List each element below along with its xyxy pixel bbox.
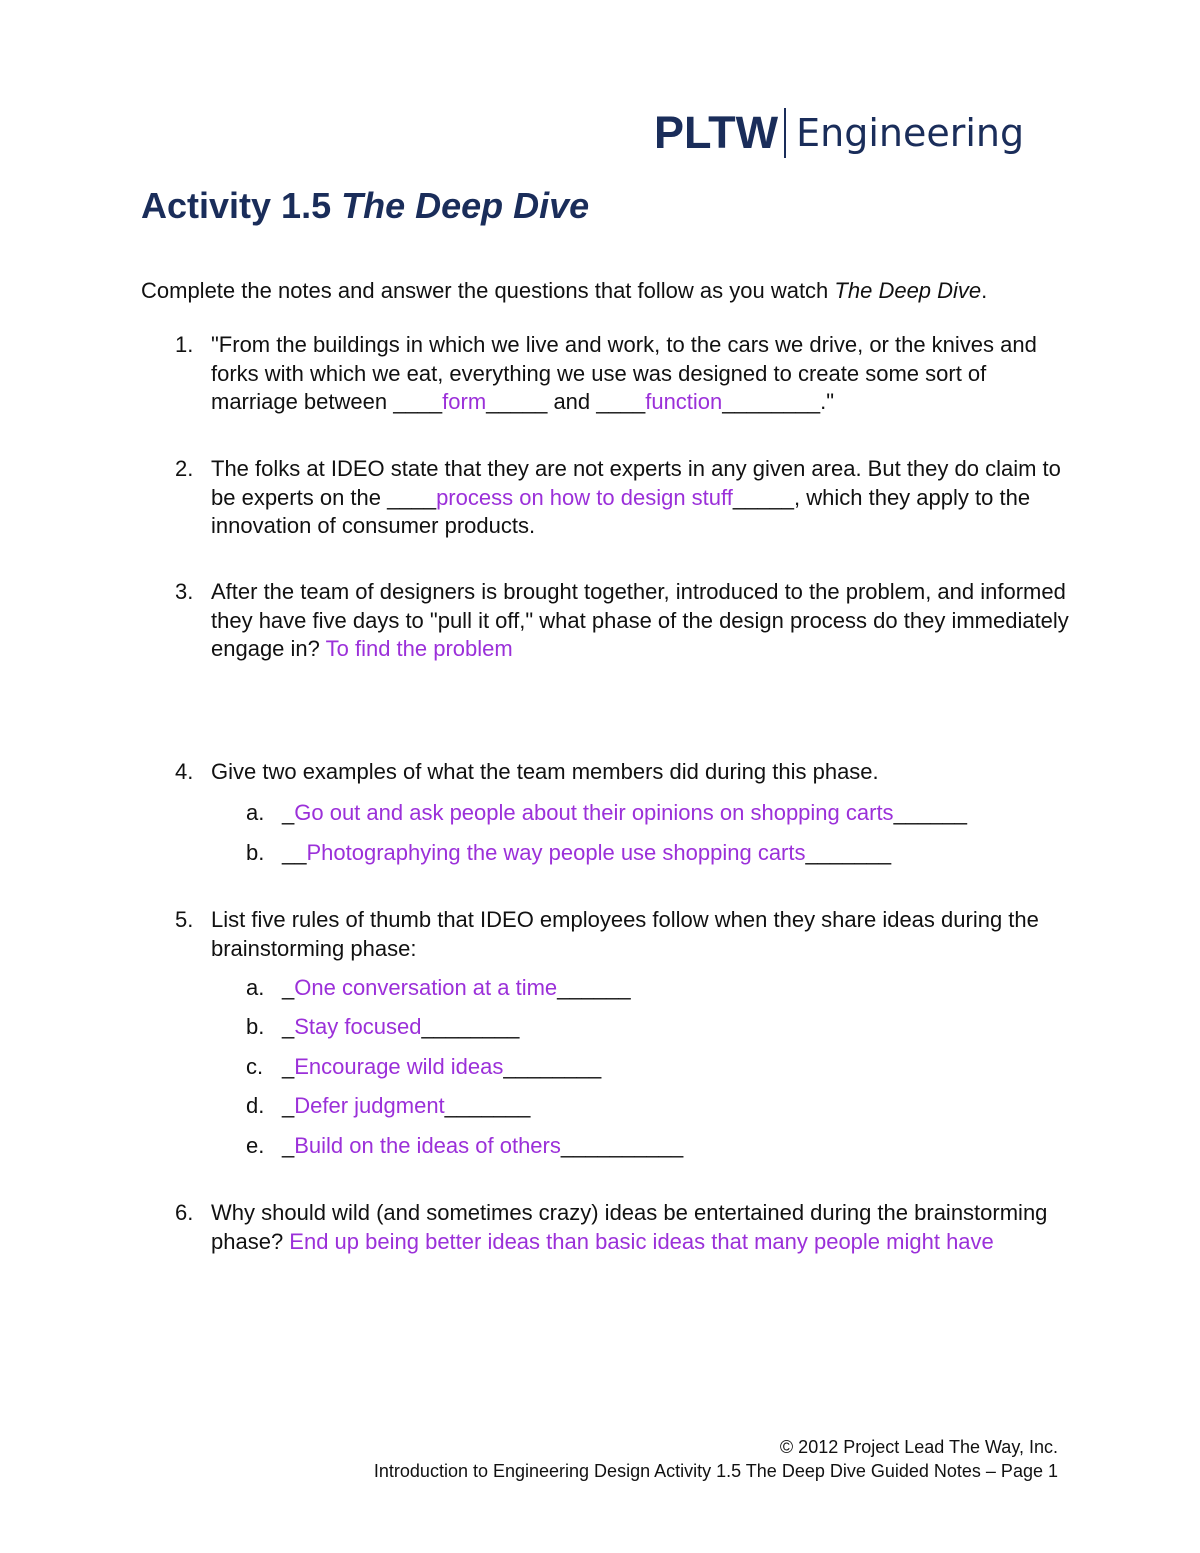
question-number: 2. xyxy=(175,456,194,481)
question-text: The folks at IDEO state that they are not experts in any given area. But they do claim to be experts on the ____ xyxy=(211,456,1061,510)
answer-text: Photographying the way people use shopping carts xyxy=(306,840,806,865)
item-letter: b. xyxy=(246,1014,265,1039)
answer-blank: _ xyxy=(282,1093,295,1118)
item-letter: b. xyxy=(246,840,265,865)
pltw-engineering-logo xyxy=(654,105,1024,161)
answer-blank: _ xyxy=(282,975,295,1000)
answer-blank: ________ xyxy=(421,1014,520,1039)
answer-item xyxy=(246,1013,519,1041)
answer-blank: ______ xyxy=(893,800,967,825)
question-number: 3. xyxy=(175,579,194,604)
answer-blank: ______ xyxy=(557,975,631,1000)
question-text: After the team of designers is brought together, introduced to the problem, and informed they have five days to "pull it off," what phase of the design process do they immediately engage in? xyxy=(211,579,1069,661)
answer-text: Defer judgment xyxy=(294,1093,445,1118)
answer-blank: _______ xyxy=(805,840,892,865)
question-text: ________." xyxy=(722,389,835,414)
answer-form: form xyxy=(442,389,487,414)
question-number: 5. xyxy=(175,907,194,932)
intro-end: . xyxy=(981,278,988,303)
question-3 xyxy=(141,578,1071,664)
question-body xyxy=(211,1199,1071,1256)
question-6 xyxy=(141,1199,1071,1256)
item-letter: e. xyxy=(246,1133,265,1158)
answer-item xyxy=(246,974,631,1002)
answer-blank: __________ xyxy=(560,1133,684,1158)
question-4 xyxy=(141,758,1071,787)
question-body xyxy=(211,455,1071,541)
question-body: List five rules of thumb that IDEO employees follow when they share ideas during the brainstorming phase: xyxy=(211,907,1039,961)
item-letter: a. xyxy=(246,975,265,1000)
answer-item xyxy=(246,1053,601,1081)
question-body xyxy=(211,331,1071,417)
answer-blank: _ xyxy=(282,1054,295,1079)
answer-blank: _ xyxy=(282,1014,295,1039)
answer-item xyxy=(246,1132,683,1160)
question-1 xyxy=(141,331,1071,417)
question-number: 6. xyxy=(175,1200,194,1225)
title-italic: The Deep Dive xyxy=(341,185,590,226)
answer-blank: __ xyxy=(282,840,307,865)
item-letter: a. xyxy=(246,800,265,825)
answer-item xyxy=(246,839,891,867)
question-number: 1. xyxy=(175,332,194,357)
intro-video-title: The Deep Dive xyxy=(834,278,982,303)
footer-copyright: © 2012 Project Lead The Way, Inc. xyxy=(779,1437,1058,1457)
question-text: "From the buildings in which we live and work, to the cars we drive, or the knives and forks with which we eat, everything we use was designed to create some sort of marriage between ____ xyxy=(211,332,1037,414)
question-text: Why should wild (and sometimes crazy) ideas be entertained during the brainstorming phase? xyxy=(211,1200,1048,1254)
question-number: 4. xyxy=(175,759,194,784)
intro-text xyxy=(141,277,987,305)
answer-item xyxy=(246,1092,530,1120)
question-text: _____ and ____ xyxy=(486,389,646,414)
answer-text: Encourage wild ideas xyxy=(294,1054,504,1079)
answer-text: Build on the ideas of others xyxy=(294,1133,561,1158)
answer-blank: _ xyxy=(282,800,295,825)
answer-blank: _______ xyxy=(444,1093,531,1118)
answer-blank: _ xyxy=(282,1133,295,1158)
logo-product: Engineering xyxy=(796,111,1025,155)
answer-text: Go out and ask people about their opinions on shopping carts xyxy=(294,800,894,825)
answer-text: Stay focused xyxy=(294,1014,422,1039)
intro-main: Complete the notes and answer the questions that follow as you watch xyxy=(141,278,835,303)
question-body xyxy=(211,578,1071,664)
answer-text: End up being better ideas than basic ideas that many people might have xyxy=(289,1228,994,1254)
item-letter: c. xyxy=(246,1054,264,1079)
page-title xyxy=(141,183,589,229)
logo-brand: PLTW xyxy=(654,107,779,158)
question-5 xyxy=(141,906,1071,963)
answer-text: To find the problem xyxy=(325,636,513,661)
answer-text: process on how to design stuff xyxy=(436,484,733,510)
answer-text: One conversation at a time xyxy=(294,975,558,1000)
question-2 xyxy=(141,455,1071,541)
answer-blank: ________ xyxy=(503,1054,602,1079)
item-letter: d. xyxy=(246,1093,265,1118)
answer-item xyxy=(246,799,967,827)
question-text: _____, which they apply to the innovation of consumer products. xyxy=(211,484,1031,538)
footer-course-line: Introduction to Engineering Design Activity 1.5 The Deep Dive Guided Notes – Page 1 xyxy=(373,1461,1058,1481)
question-body: Give two examples of what the team members did during this phase. xyxy=(211,759,879,784)
title-prefix: Activity 1.5 xyxy=(141,185,342,226)
logo-divider xyxy=(784,108,786,158)
answer-function: function xyxy=(645,389,723,414)
